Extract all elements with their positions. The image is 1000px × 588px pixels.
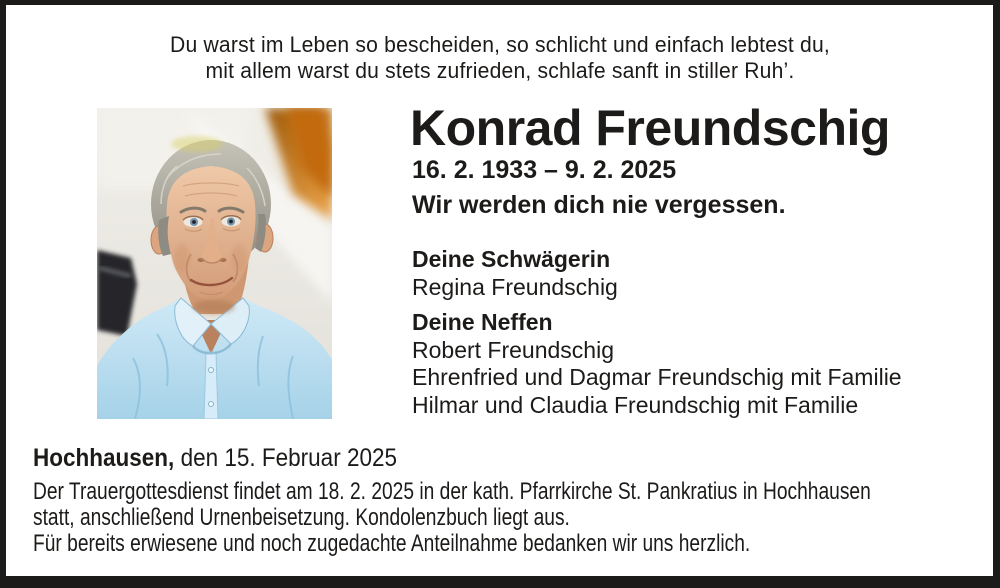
mourner-name: Hilmar und Claudia Freundschig mit Familie: [412, 391, 859, 418]
notice-line-1: Der Trauergottesdienst findet am 18. 2. 2025 in der kath. Pfarrkirche St. Pankratius in Hochhausen: [33, 478, 871, 505]
verse-line-1: Du warst im Leben so bescheiden, so schlicht und einfach lebtest du,: [170, 32, 830, 57]
portrait-photo: [97, 108, 332, 419]
notice-line-2: statt, anschließend Urnenbeisetzung. Kondolenzbuch liegt aus.: [33, 504, 570, 531]
dateline-city: Hochhausen,: [33, 444, 175, 472]
mourner-name: Robert Freundschig: [412, 336, 614, 363]
notice-line-3: Für bereits erwiesene und noch zugedachte Anteilnahme bedanken wir uns herzlich.: [33, 530, 751, 557]
verse-line-2: mit allem warst du stets zufrieden, schlafe sanft in stiller Ruh’.: [205, 58, 795, 83]
ad-border-left: [0, 0, 6, 588]
ad-border-top: [0, 0, 1000, 5]
dateline-date: den 15. Februar 2025: [180, 444, 398, 472]
mourners-list: [412, 246, 902, 419]
memorial-verse: [0, 32, 1000, 84]
deceased-name: Konrad Freundschig: [410, 100, 890, 156]
ad-border-bottom: [0, 576, 1000, 588]
funeral-notice: [33, 479, 1000, 557]
mourner-group-label: Deine Neffen: [412, 309, 553, 335]
dateline: [33, 444, 437, 472]
life-dates: 16. 2. 1933 – 9. 2. 2025: [412, 156, 677, 184]
mourner-name: Ehrenfried und Dagmar Freundschig mit Familie: [412, 364, 902, 390]
mourner-group-label: Deine Schwägerin: [412, 246, 611, 272]
mourner-name: Regina Freundschig: [412, 273, 618, 300]
remembrance-line: Wir werden dich nie vergessen.: [412, 191, 786, 219]
